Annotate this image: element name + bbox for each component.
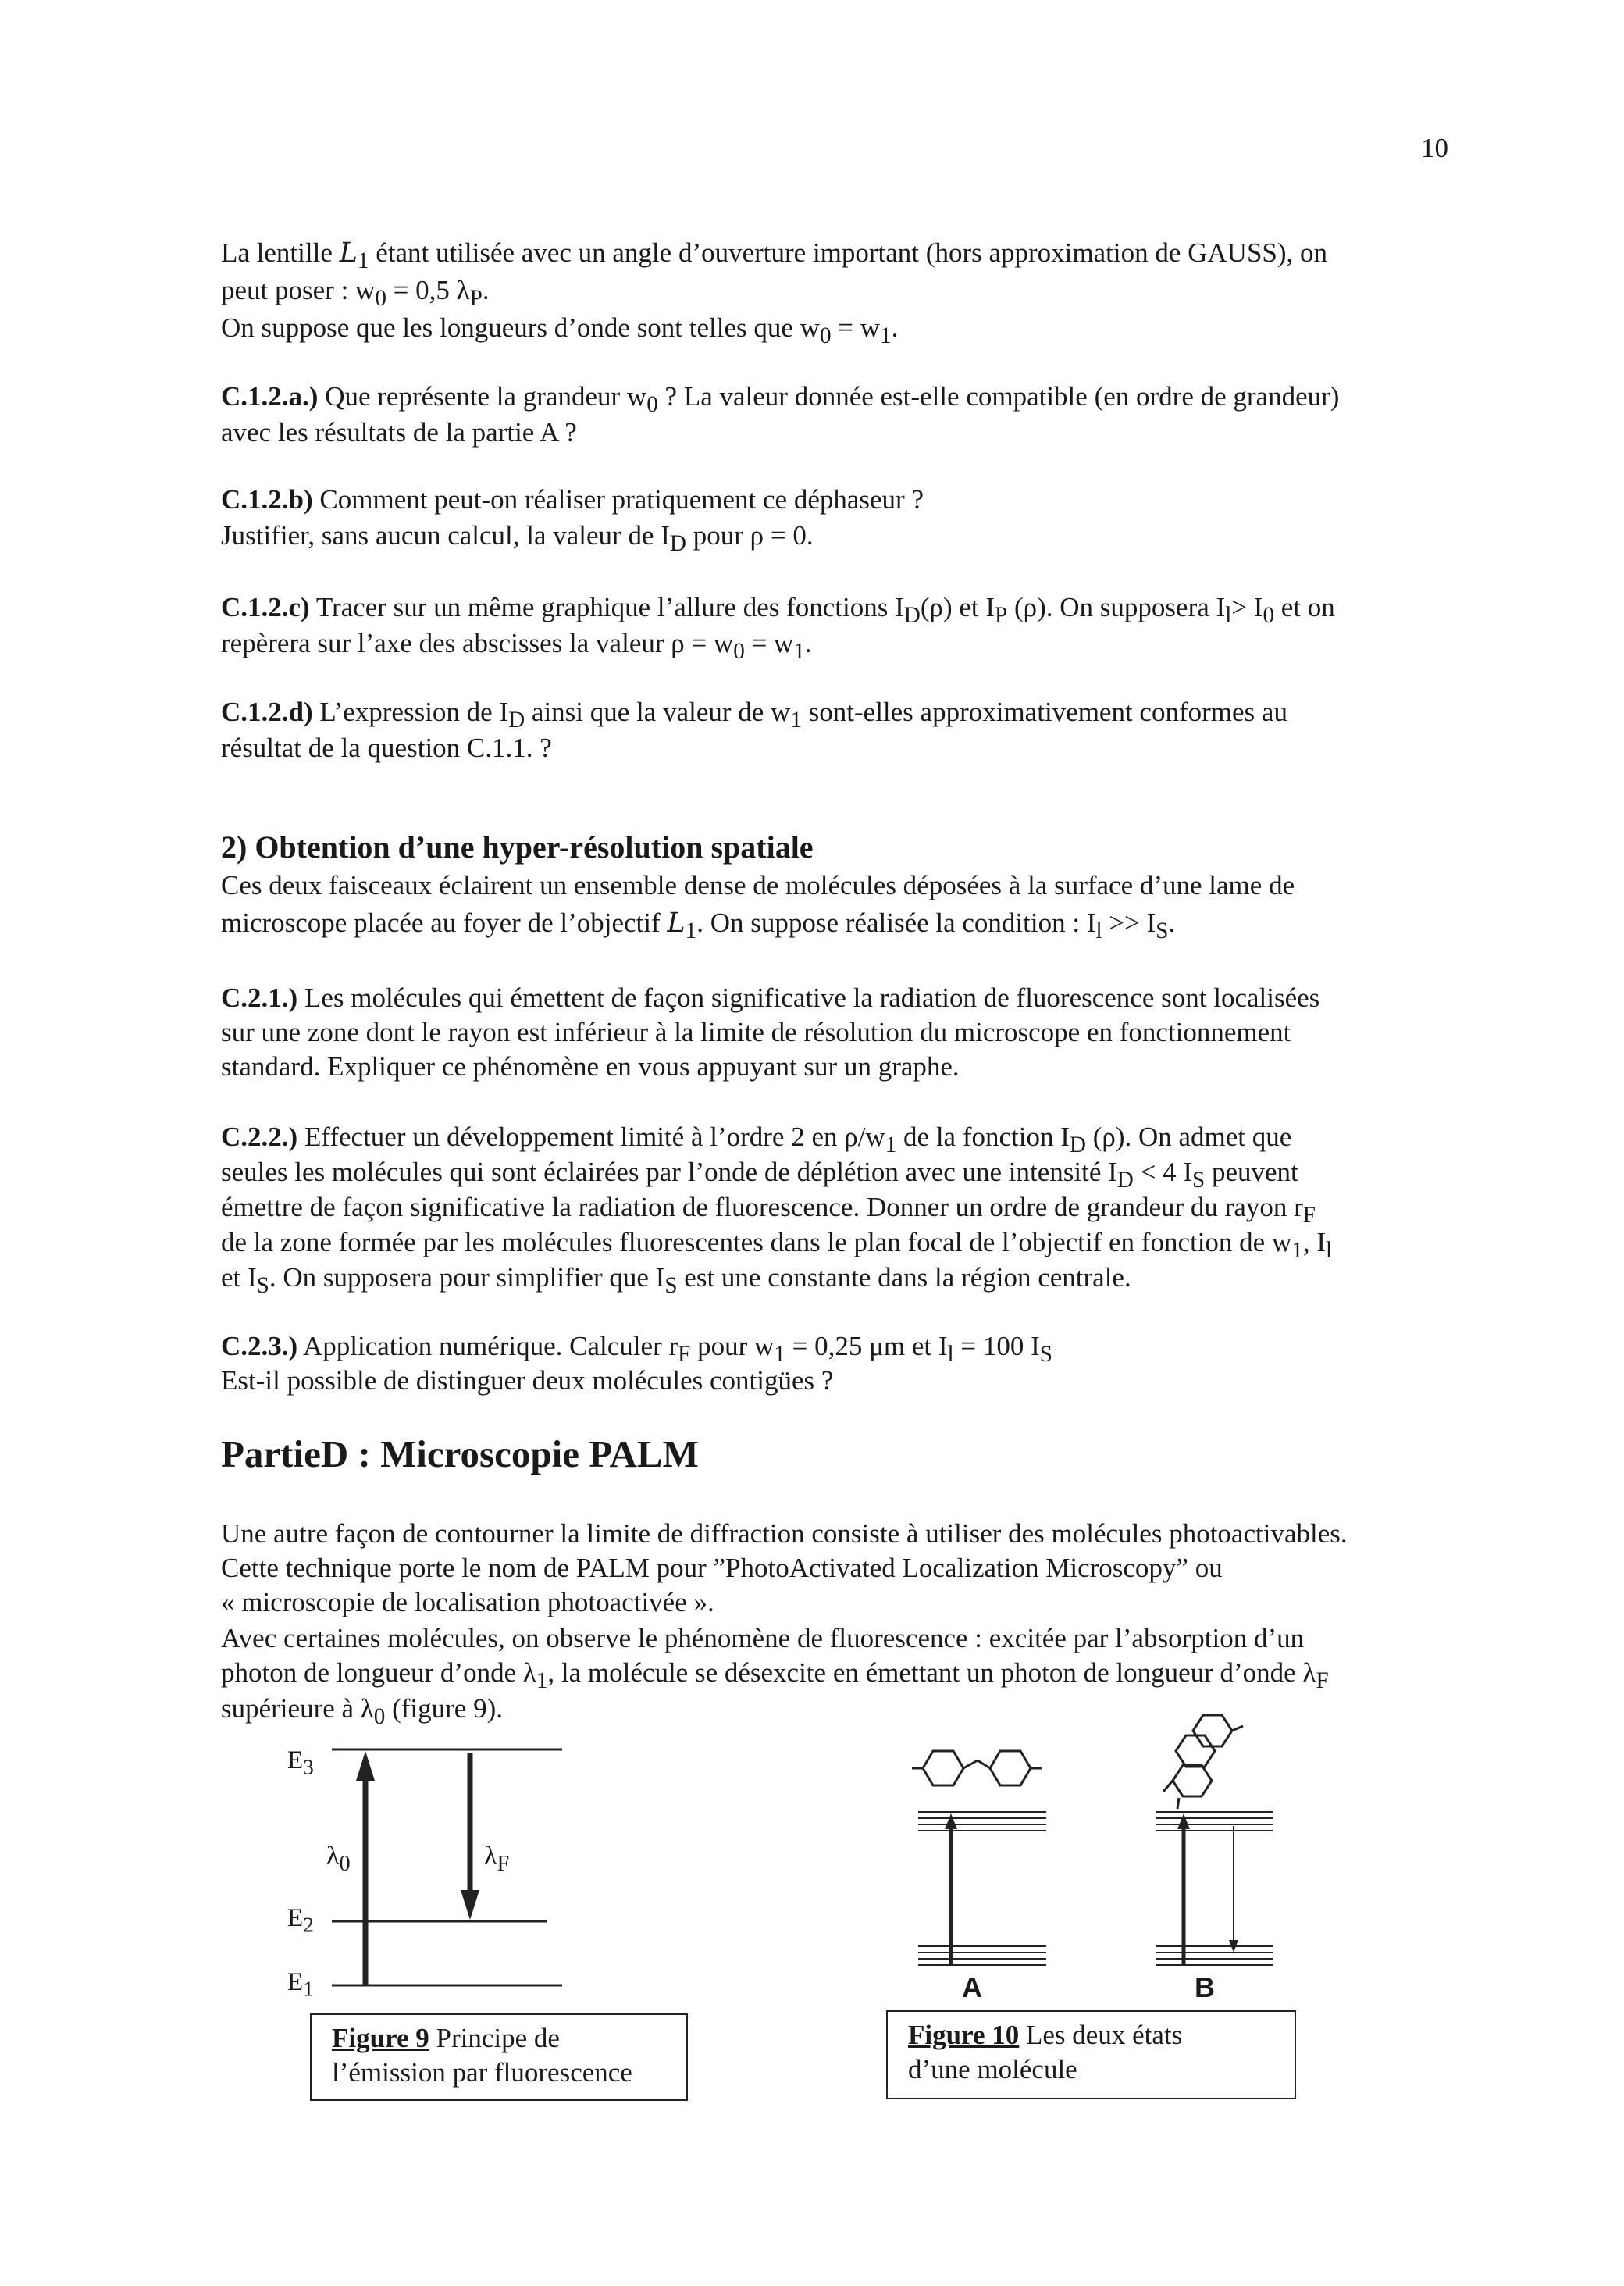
label-e3: $E_3$ <box>287 1746 314 1779</box>
question-c12c-line-1: C.1.2.c) Tracer sur un même graphique l’allure des fonctions $I_D(\rho)$ et $I_P$ (ρ). On supposera $I_l> I_0$ et on <box>221 592 1335 628</box>
figure-9-caption: Figure 9 Principe de l’émission par fluorescence <box>310 2013 688 2101</box>
question-c12a-line-1: C.1.2.a.) Que représente la grandeur $w_0$ ? La valeur donnée est-elle compatible (en ordre de grandeur) <box>221 381 1340 417</box>
state-b-levels <box>1156 1812 1273 1965</box>
emission-arrowhead <box>461 1890 479 1920</box>
absorption-arrowhead <box>356 1751 375 1781</box>
part-d-line-5: photon de longueur d’onde $\lambda_1$, la molécule se désexcite en émettant un photon de longueur d’onde $\lambda_F$ <box>221 1657 1329 1693</box>
question-c21-line-3: standard. Expliquer ce phénomène en vous appuyant sur un graphe. <box>221 1051 960 1082</box>
question-c23-line-2: Est-il possible de distinguer deux molécules contigües ? <box>221 1365 834 1396</box>
figure-10-molecule-states <box>890 1710 1296 2015</box>
molecule-b-icon <box>1163 1715 1243 1809</box>
intro-line-2: peut poser : $w_0 = 0,5$ $\lambda_P$. <box>221 275 490 311</box>
page-number: 10 <box>1421 133 1448 163</box>
label-state-a: A <box>962 1971 982 2003</box>
question-c12d-line-1: C.1.2.d) L’expression de $I_D$ ainsi que la valeur de $w_1$ sont-elles approximativement conformes au <box>221 697 1287 733</box>
section-2-line-2: microscope placée au foyer de l’objectif $L_1$. On suppose réalisée la condition : $I_l >> I_S$. <box>221 908 1176 943</box>
figure-10-caption: Figure 10 Les deux états d’une molécule <box>886 2010 1296 2099</box>
question-c12b-line-1: C.1.2.b) Comment peut-on réaliser pratiquement ce déphaseur ? <box>221 484 924 515</box>
label-lambda-0: $\lambda_0$ <box>326 1842 351 1876</box>
question-c12c-line-2: repèrera sur l’axe des abscisses la valeur $\rho = w_0 = w_1$. <box>221 628 812 664</box>
state-a-arrowhead <box>945 1813 957 1829</box>
question-c22-line-4: de la zone formée par les molécules fluorescentes dans le plan focal de l’objectif en fonction de $w_1$, $I_l$ <box>221 1227 1333 1263</box>
question-c21-line-2: sur une zone dont le rayon est inférieur à la limite de résolution du microscope en fonctionnement <box>221 1017 1291 1047</box>
part-d-line-1: Une autre façon de contourner la limite de diffraction consiste à utiliser des molécules photoactivables. <box>221 1518 1348 1549</box>
section-2-line-1: Ces deux faisceaux éclairent un ensemble dense de molécules déposées à la surface d’une lame de <box>221 870 1295 900</box>
question-c12a-line-2: avec les résultats de la partie A ? <box>221 417 577 448</box>
label-lambda-f: $\lambda_F$ <box>484 1842 510 1876</box>
question-c22-line-2: seules les molécules qui sont éclairées par l’onde de déplétion avec une intensité $I_D < 4$ $I_S$ peuvent <box>221 1157 1298 1193</box>
question-c21-line-1: C.2.1.) Les molécules qui émettent de façon significative la radiation de fluorescence sont localisées <box>221 983 1320 1013</box>
question-c22-line-1: C.2.2.) Effectuer un développement limité à l’ordre 2 en $\rho/w_1$ de la fonction $I_D$ (ρ). On admet que <box>221 1122 1292 1157</box>
section-2-title: 2) Obtention d’une hyper-résolution spatiale <box>221 829 814 865</box>
intro-line-3: On suppose que les longueurs d’onde sont telles que $w_0 = w_1$. <box>221 312 899 348</box>
state-b-up-arrowhead <box>1177 1813 1190 1829</box>
part-d-title: PartieD : Microscopie PALM <box>221 1432 699 1475</box>
question-c22-line-3: émettre de façon significative la radiation de fluorescence. Donner un ordre de grandeur du rayon $r_F$ <box>221 1192 1316 1228</box>
question-c12d-line-2: résultat de la question C.1.1. ? <box>221 733 552 763</box>
part-d-line-4: Avec certaines molécules, on observe le phénomène de fluorescence : excitée par l’absorption d’un <box>221 1623 1305 1653</box>
part-d-line-2: Cette technique porte le nom de PALM pour ”PhotoActivated Localization Microscopy” ou <box>221 1553 1223 1583</box>
part-d-line-6: supérieure à $\lambda_0$ (figure 9). <box>221 1693 503 1729</box>
question-c22-line-5: et $I_S$. On supposera pour simplifier que $I_S$ est une constante dans la région centrale. <box>221 1262 1131 1298</box>
state-a-levels <box>918 1812 1046 1965</box>
label-e1: $E_1$ <box>287 1968 314 2001</box>
label-e2: $E_2$ <box>287 1904 314 1937</box>
intro-line-1: La lentille $L_1$ étant utilisée avec un angle d’ouverture important (hors approximation de GAUSS), on <box>221 237 1328 273</box>
part-d-line-3: « microscopie de localisation photoactivée ». <box>221 1587 714 1617</box>
label-state-b: B <box>1195 1971 1215 2003</box>
question-c12b-line-2: Justifier, sans aucun calcul, la valeur de $I_D$ pour ρ = 0. <box>221 520 814 556</box>
question-c23-line-1: C.2.3.) Application numérique. Calculer $r_F$ pour $w_1 = 0,25$ μm et $I_l = 100$ $I_S$ <box>221 1331 1053 1367</box>
molecule-a-icon <box>912 1751 1042 1785</box>
